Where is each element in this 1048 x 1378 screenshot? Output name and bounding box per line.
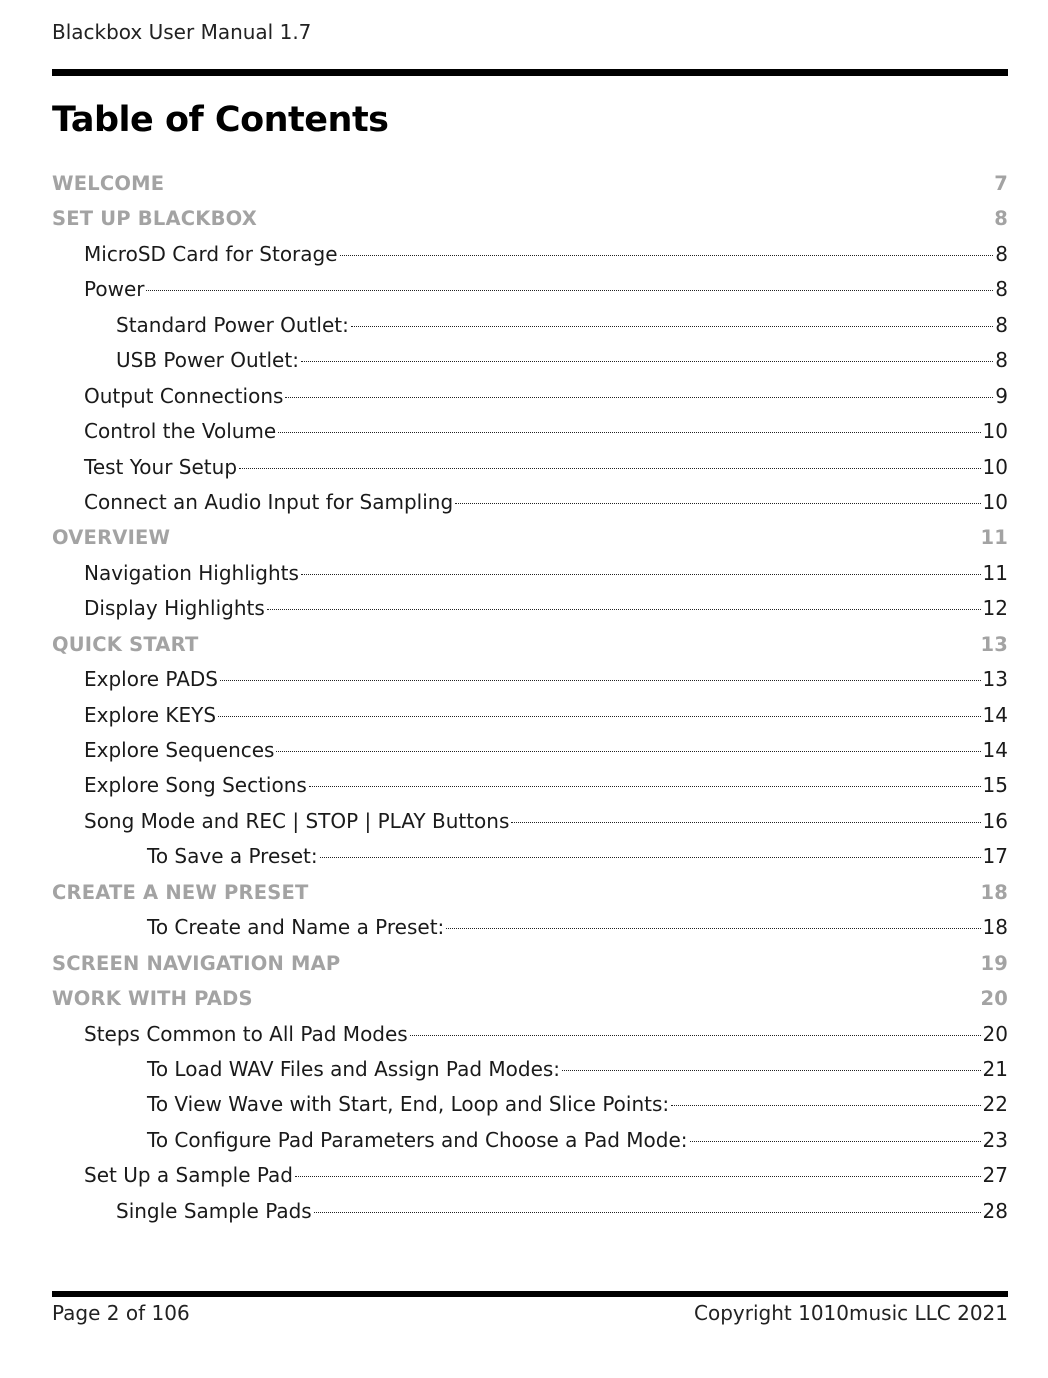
- toc-entry-link[interactable]: [52, 804, 1008, 839]
- toc-page-number: 20: [982, 1021, 1008, 1046]
- toc-entry-label: Explore KEYS: [84, 702, 217, 727]
- toc-dot-leader: [671, 1105, 980, 1106]
- toc-entry-label: WORK WITH PADS: [52, 987, 253, 1011]
- toc-dot-leader: [267, 609, 981, 610]
- toc-dot-leader: [301, 361, 993, 362]
- toc-page-number: 28: [982, 1198, 1008, 1223]
- toc-dot-leader: [278, 432, 980, 433]
- toc-page-number: 8: [995, 312, 1008, 337]
- toc-dot-leader: [276, 751, 980, 752]
- toc-entry-link[interactable]: [52, 910, 1008, 945]
- toc-page-number: 11: [980, 526, 1008, 550]
- toc-heading: Table of Contents: [52, 100, 389, 140]
- toc-entry-link[interactable]: [52, 768, 1008, 803]
- toc-page-number: 14: [982, 702, 1008, 727]
- toc-dot-leader: [220, 680, 981, 681]
- toc-entry-label: WELCOME: [52, 172, 165, 195]
- toc-entry-link[interactable]: [52, 1052, 1008, 1087]
- toc-page-number: 14: [982, 738, 1008, 762]
- toc-section-link[interactable]: [52, 627, 1008, 662]
- toc-dot-leader: [320, 857, 981, 858]
- toc-page-number: 18: [980, 880, 1008, 904]
- toc-entry-link[interactable]: [52, 272, 1008, 307]
- toc-entry-link[interactable]: [52, 698, 1008, 733]
- toc-entry-label: Standard Power Outlet:: [116, 312, 349, 337]
- toc-section-link[interactable]: [52, 520, 1008, 555]
- toc-dot-leader: [562, 1070, 981, 1071]
- toc-dot-leader: [146, 290, 993, 291]
- toc-entry-label: Explore Sequences: [84, 738, 275, 762]
- toc-entry-label: SET UP BLACKBOX: [52, 207, 257, 231]
- toc-page-number: 15: [982, 773, 1008, 798]
- toc-entry-link[interactable]: [52, 733, 1008, 768]
- toc-dot-leader: [455, 503, 980, 504]
- toc-dot-leader: [239, 468, 981, 469]
- toc-entry-link[interactable]: [52, 1194, 1008, 1229]
- toc-dot-leader: [295, 1176, 981, 1177]
- toc-entry-label: Explore Song Sections: [84, 773, 307, 798]
- toc-entry-label: Navigation Highlights: [84, 560, 299, 585]
- toc-section-link[interactable]: [52, 981, 1008, 1016]
- toc-page-number: 8: [994, 207, 1008, 231]
- toc-page-number: 8: [995, 241, 1008, 266]
- toc-page-number: 21: [982, 1056, 1008, 1081]
- toc-entry-label: Test Your Setup: [84, 454, 238, 479]
- toc-entry-link[interactable]: [52, 1158, 1008, 1193]
- toc-page-number: 10: [982, 489, 1008, 514]
- toc-page-number: 13: [980, 632, 1008, 656]
- toc-entry-link[interactable]: [52, 414, 1008, 449]
- toc-entry-label: To Create and Name a Preset:: [147, 915, 445, 940]
- toc-page-number: 12: [982, 596, 1008, 621]
- toc-entry-link[interactable]: [52, 1087, 1008, 1122]
- toc-entry-label: Set Up a Sample Pad: [84, 1163, 293, 1188]
- toc-dot-leader: [309, 786, 981, 787]
- footer-page-indicator: Page 2 of 106: [52, 1301, 190, 1325]
- toc-entry-link[interactable]: [52, 450, 1008, 485]
- toc-entry-label: QUICK START: [52, 632, 199, 656]
- toc-entry-link[interactable]: [52, 379, 1008, 414]
- toc-entry-label: Display Highlights: [84, 596, 265, 621]
- document-header-title: Blackbox User Manual 1.7: [52, 20, 312, 44]
- toc-entry-label: Output Connections: [84, 383, 284, 408]
- toc-dot-leader: [285, 397, 993, 398]
- toc-entry-label: MicroSD Card for Storage: [84, 241, 338, 266]
- toc-entry-link[interactable]: [52, 662, 1008, 697]
- toc-page-number: 7: [994, 172, 1008, 195]
- toc-page-number: 18: [982, 915, 1008, 940]
- toc-entry-label: To Save a Preset:: [147, 844, 318, 869]
- toc-page-number: 22: [982, 1092, 1008, 1117]
- toc-entry-label: OVERVIEW: [52, 526, 171, 550]
- toc-entry-label: Power: [84, 277, 145, 302]
- toc-entry-link[interactable]: [52, 1123, 1008, 1158]
- table-of-contents: [52, 166, 1008, 1229]
- header-divider: [52, 69, 1008, 76]
- toc-page-number: 8: [995, 277, 1008, 302]
- toc-entry-label: To View Wave with Start, End, Loop and Slice Points:: [147, 1092, 670, 1117]
- toc-dot-leader: [511, 822, 980, 823]
- toc-entry-link[interactable]: [52, 556, 1008, 591]
- toc-entry-label: USB Power Outlet:: [116, 348, 299, 373]
- toc-entry-label: SCREEN NAVIGATION MAP: [52, 951, 341, 975]
- toc-page-number: 19: [980, 951, 1008, 975]
- toc-entry-label: Explore PADS: [84, 667, 218, 692]
- toc-entry-label: To Load WAV Files and Assign Pad Modes:: [147, 1056, 561, 1081]
- toc-page-number: 27: [982, 1163, 1008, 1188]
- toc-section-link[interactable]: [52, 946, 1008, 981]
- toc-page-number: 10: [982, 419, 1008, 444]
- toc-page-number: 10: [982, 454, 1008, 479]
- toc-entry-link[interactable]: [52, 1017, 1008, 1052]
- toc-page-number: 17: [982, 844, 1008, 869]
- footer-copyright: Copyright 1010music LLC 2021: [694, 1301, 1008, 1325]
- toc-entry-label: Single Sample Pads: [116, 1198, 312, 1223]
- toc-page-number: 20: [980, 987, 1008, 1011]
- toc-dot-leader: [340, 255, 994, 256]
- toc-entry-link[interactable]: [52, 591, 1008, 626]
- toc-entry-label: Steps Common to All Pad Modes: [84, 1021, 408, 1046]
- toc-section-link[interactable]: [52, 166, 1008, 201]
- footer-divider: [52, 1291, 1008, 1297]
- toc-dot-leader: [314, 1212, 981, 1213]
- toc-page-number: 16: [982, 808, 1008, 833]
- toc-dot-leader: [351, 326, 993, 327]
- toc-entry-link[interactable]: [52, 237, 1008, 272]
- toc-dot-leader: [446, 928, 980, 929]
- toc-page-number: 23: [982, 1127, 1008, 1152]
- toc-entry-link[interactable]: [52, 839, 1008, 874]
- toc-dot-leader: [410, 1035, 981, 1036]
- toc-entry-label: CREATE A NEW PRESET: [52, 880, 309, 904]
- toc-entry-label: Connect an Audio Input for Sampling: [84, 489, 454, 514]
- toc-page-number: 11: [982, 560, 1008, 585]
- toc-dot-leader: [218, 716, 980, 717]
- toc-entry-label: Song Mode and REC | STOP | PLAY Buttons: [84, 808, 510, 833]
- toc-page-number: 9: [995, 383, 1008, 408]
- toc-dot-leader: [690, 1141, 981, 1142]
- toc-page-number: 13: [982, 667, 1008, 692]
- toc-dot-leader: [301, 574, 981, 575]
- toc-page-number: 8: [995, 348, 1008, 373]
- toc-entry-link[interactable]: [52, 485, 1008, 520]
- toc-entry-link[interactable]: [52, 343, 1008, 378]
- toc-entry-label: Control the Volume: [84, 419, 277, 444]
- toc-entry-label: To Configure Pad Parameters and Choose a Pad Mode:: [147, 1127, 688, 1152]
- toc-section-link[interactable]: [52, 875, 1008, 910]
- toc-section-link[interactable]: [52, 201, 1008, 236]
- toc-entry-link[interactable]: [52, 308, 1008, 343]
